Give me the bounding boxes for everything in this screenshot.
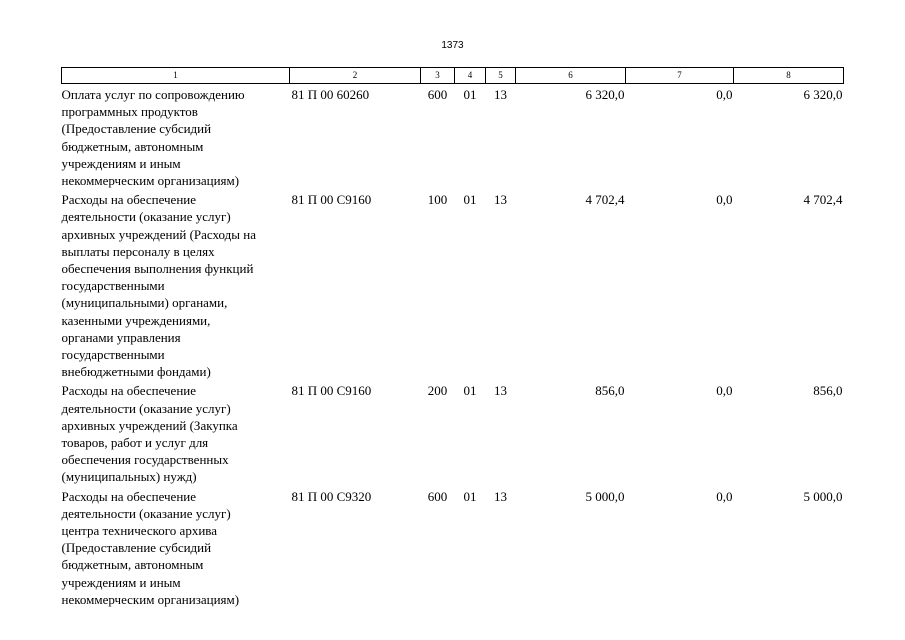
table-row: [62, 84, 844, 190]
table-row: [62, 189, 844, 380]
section: 01: [463, 192, 477, 208]
amount-federal: 0,0: [716, 87, 733, 102]
expense-description: [62, 486, 290, 608]
description-line: казенными учреждениями,: [61, 312, 211, 328]
budget-code: 81 П 00 С9320: [291, 488, 372, 504]
amount-federal: 0,0: [716, 488, 733, 504]
description-line: бюджетным, автономным: [61, 138, 204, 154]
description-line: центра технического архива: [61, 523, 218, 539]
description-line: архивных учреждений (Расходы на: [61, 226, 256, 242]
amount-regional: 856,0: [813, 383, 843, 399]
description-line: товаров, работ и услуг для: [61, 435, 209, 451]
description-line: Расходы на обеспечение: [61, 192, 197, 208]
description-line: некоммерческим организациям): [61, 591, 240, 607]
budget-table: [61, 67, 844, 608]
description-line: органами управления: [61, 329, 181, 345]
description-line: архивных учреждений (Закупка: [61, 417, 238, 433]
description-line: деятельности (оказание услуг): [61, 400, 231, 416]
description-line: Расходы на обеспечение: [61, 383, 197, 399]
description-line: обеспечения выполнения функций: [61, 261, 254, 277]
expense-description: [62, 380, 290, 485]
header-col-1: 1: [62, 68, 290, 84]
page-number: 1373: [441, 40, 464, 51]
header-col-8: 8: [734, 68, 844, 84]
description-line: внебюджетными фондами): [61, 364, 211, 380]
budget-code: 81 П 00 60260: [291, 87, 370, 102]
description-line: (муниципальными) органами,: [61, 295, 228, 311]
amount-regional: 5 000,0: [803, 488, 843, 504]
description-line: (муниципальных) нужд): [61, 469, 197, 485]
header-col-3: 3: [421, 68, 455, 84]
description-line: Оплата услуг по сопровождению: [61, 87, 245, 102]
section: 01: [463, 488, 477, 504]
expense-type: 600: [427, 488, 448, 504]
amount-federal: 0,0: [716, 192, 733, 208]
description-line: бюджетным, автономным: [61, 557, 204, 573]
header-col-5: 5: [486, 68, 516, 84]
amount-total: 856,0: [595, 383, 625, 399]
description-line: государственными: [61, 278, 165, 294]
expense-description: [62, 84, 290, 190]
amount-total: 4 702,4: [585, 192, 625, 208]
amount-total: 6 320,0: [585, 87, 625, 102]
description-line: деятельности (оказание услуг): [61, 209, 231, 225]
expense-type: 600: [427, 87, 448, 102]
amount-total: 5 000,0: [585, 488, 625, 504]
description-line: (Предоставление субсидий: [61, 540, 212, 556]
table-row: [62, 486, 844, 608]
description-line: программных продуктов: [61, 104, 198, 120]
header-col-2: 2: [290, 68, 421, 84]
subsection: 13: [494, 192, 507, 208]
table-row: [62, 380, 844, 485]
header-col-7: 7: [626, 68, 734, 84]
amount-regional: 4 702,4: [803, 192, 843, 208]
budget-code: 81 П 00 С9160: [291, 383, 372, 399]
amount-federal: 0,0: [716, 383, 733, 399]
expense-description: [62, 189, 290, 380]
description-line: (Предоставление субсидий: [61, 121, 212, 137]
amount-regional: 6 320,0: [803, 87, 843, 102]
table-body: [62, 84, 844, 609]
description-line: некоммерческим организациям): [61, 173, 240, 189]
description-line: выплаты персоналу в целях: [61, 243, 215, 259]
expense-type: 100: [427, 192, 448, 208]
subsection: 13: [494, 488, 507, 504]
subsection: 13: [494, 87, 507, 102]
header-col-4: 4: [455, 68, 486, 84]
header-col-6: 6: [516, 68, 626, 84]
section: 01: [463, 87, 477, 102]
description-line: Расходы на обеспечение: [61, 488, 197, 504]
description-line: деятельности (оказание услуг): [61, 505, 231, 521]
description-line: государственными: [61, 347, 165, 363]
section: 01: [463, 383, 477, 399]
header-row: [62, 68, 844, 84]
budget-code: 81 П 00 С9160: [291, 192, 372, 208]
description-line: учреждениям и иным: [61, 155, 181, 171]
expense-type: 200: [427, 383, 448, 399]
table-header: [62, 68, 844, 84]
subsection: 13: [494, 383, 507, 399]
description-line: обеспечения государственных: [61, 452, 229, 468]
description-line: учреждениям и иным: [61, 574, 181, 590]
